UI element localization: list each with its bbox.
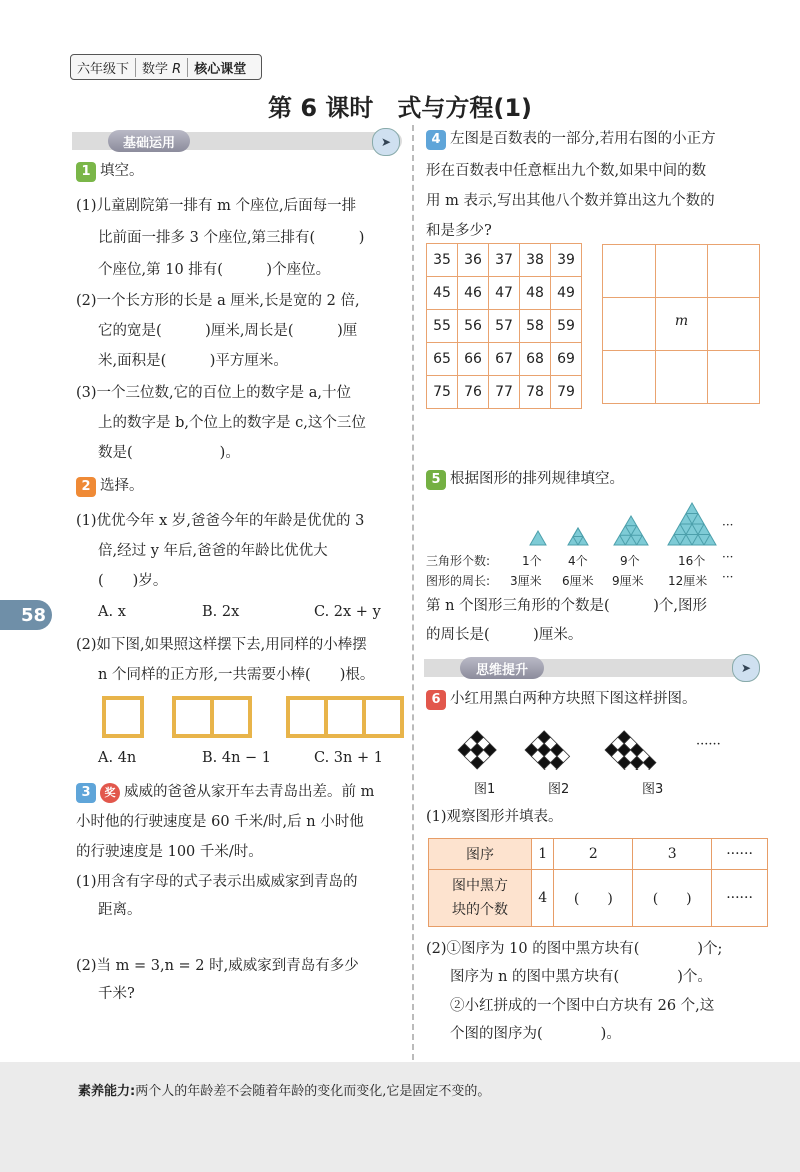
count-1: 1个	[522, 554, 542, 568]
page-number-tab: 58	[0, 600, 52, 630]
q3-line: 距离。	[98, 902, 142, 918]
q4-line: 形在百数表中任意框出九个数,如果中间的数	[426, 163, 707, 179]
stick-square	[210, 696, 252, 738]
table-cell[interactable]: ( )	[633, 870, 712, 927]
count-label: 三角形个数:	[426, 554, 491, 568]
plane-icon: ➤	[732, 654, 760, 682]
stick-square	[324, 696, 366, 738]
table-cell: ······	[712, 839, 768, 870]
choice-c: C. 3n + 1	[314, 750, 383, 766]
triangle-fig-1	[530, 531, 546, 545]
q3-heading: 3 奖 威威的爸爸从家开车去青岛出差。前 m	[76, 783, 374, 803]
grade-label: 六年级下	[71, 58, 136, 77]
page-title: 第 6 课时 式与方程(1)	[267, 94, 533, 122]
count-3: 9个	[620, 554, 640, 568]
triangle-pattern	[500, 495, 740, 550]
stick-square	[102, 696, 144, 738]
q4-line: 和是多少?	[426, 223, 492, 239]
tile-ellipsis: ······	[696, 737, 721, 752]
q3-line: (2)当 m = 3,n = 2 时,威威家到青岛有多少	[76, 958, 359, 974]
q2-heading: 2 选择。	[76, 477, 144, 497]
q2-line: n 个同样的正方形,一共需要小棒( )根。	[98, 667, 375, 683]
choice-b: B. 4n − 1	[202, 750, 272, 766]
q2-line: (1)优优今年 x 岁,爸爸今年的年龄是优优的 3	[76, 513, 365, 529]
count-4: 16个	[678, 554, 706, 568]
triangle-fig-4	[668, 503, 716, 545]
table-cell: 3	[633, 839, 712, 870]
q1-line: 个座位,第 10 排有( )个座位。	[98, 262, 331, 278]
hundred-chart-grid: 35 36 37 38 39 45 46 47 48 49 55 56 57 58 59 65 66 67 68 69 75 76 77 78 79	[426, 243, 582, 409]
q4-line: 用 m 表示,写出其他八个数并算出这九个数的	[426, 193, 715, 209]
footer-band	[0, 1062, 800, 1172]
table-cell: 1	[532, 839, 554, 870]
tile-fig-2	[525, 731, 570, 770]
fig-label-2: 图2	[548, 782, 570, 797]
answer-table	[428, 838, 768, 927]
q3-line: 的行驶速度是 100 千米/时。	[76, 844, 263, 860]
q5-line: 第 n 个图形三角形的个数是( )个,图形	[426, 598, 707, 614]
table-cell: ······	[712, 870, 768, 927]
perimeter-label: 图形的周长:	[426, 574, 491, 588]
column-divider	[412, 125, 414, 1060]
q5-heading: 5 根据图形的排列规律填空。	[426, 470, 624, 490]
triangle-fig-2	[568, 528, 588, 545]
triangle-fig-3	[614, 516, 648, 545]
q1-line: 比前面一排多 3 个座位,第三排有( )	[98, 230, 365, 246]
q1-line: 数是( )。	[98, 445, 240, 461]
q6-line: 个图的图序为( )。	[450, 1026, 621, 1042]
tile-fig-3	[605, 731, 656, 770]
footer-note: 素养能力:两个人的年龄差不会随着年龄的变化而变化,它是固定不变的。	[78, 1084, 491, 1099]
perimeter-ellipsis: ···	[722, 570, 734, 584]
q1-line: (1)儿童剧院第一排有 m 个座位,后面每一排	[76, 198, 357, 214]
stick-square	[362, 696, 404, 738]
q1-line: (3)一个三位数,它的百位上的数字是 a,十位	[76, 385, 352, 401]
choice-a: A. x	[98, 604, 126, 620]
series-label: 核心课堂	[194, 61, 247, 77]
subject-label: 数学 R	[136, 58, 188, 77]
stick-square	[286, 696, 328, 738]
choice-c: C. 2x + y	[314, 604, 381, 620]
q2-line: ( )岁。	[98, 573, 168, 589]
perimeter-4: 12厘米	[668, 574, 708, 588]
stick-square	[172, 696, 214, 738]
tile-fig-1	[458, 731, 496, 769]
q5-line: 的周长是( )厘米。	[426, 627, 583, 643]
fig-label-3: 图3	[642, 782, 664, 797]
q6-line: 图序为 n 的图中黑方块有( )个。	[450, 969, 712, 985]
q6-heading: 6 小红用黑白两种方块照下图这样拼图。	[426, 690, 697, 710]
q1-heading: 1 填空。	[76, 162, 144, 182]
section-title-basic: 基础运用	[108, 130, 190, 152]
count-2: 4个	[568, 554, 588, 568]
q3-line: 千米?	[98, 986, 135, 1002]
section-title-advanced: 思维提升	[460, 657, 544, 679]
q2-line: (2)如下图,如果照这样摆下去,用同样的小棒摆	[76, 637, 367, 653]
q2-line: 倍,经过 y 年后,爸爸的年龄比优优大	[98, 543, 328, 559]
book-header-tag	[70, 54, 262, 80]
pattern-ellipsis: ···	[722, 518, 734, 532]
q1-line: 它的宽是( )厘米,周长是( )厘	[98, 323, 358, 339]
q3-line: (1)用含有字母的式子表示出威威家到青岛的	[76, 874, 358, 890]
center-label: m	[674, 313, 689, 329]
award-badge-icon: 奖	[100, 783, 120, 803]
table-cell: 2	[554, 839, 633, 870]
plane-icon: ➤	[372, 128, 400, 156]
perimeter-2: 6厘米	[562, 574, 594, 588]
q6-line: ②小红拼成的一个图中白方块有 26 个,这	[450, 998, 715, 1014]
perimeter-1: 3厘米	[510, 574, 542, 588]
q1-line: 米,面积是( )平方厘米。	[98, 353, 288, 369]
table-header: 图中黑方 块的个数	[429, 870, 532, 927]
q3-line: 小时他的行驶速度是 60 千米/时,后 n 小时他	[76, 814, 364, 830]
count-ellipsis: ···	[722, 550, 734, 564]
q6-line: (2)①图序为 10 的图中黑方块有( )个;	[426, 941, 723, 957]
choice-a: A. 4n	[98, 750, 137, 766]
q6-line: (1)观察图形并填表。	[426, 809, 563, 825]
table-cell[interactable]: ( )	[554, 870, 633, 927]
table-header: 图序	[429, 839, 532, 870]
perimeter-3: 9厘米	[612, 574, 644, 588]
choice-b: B. 2x	[202, 604, 240, 620]
q4-heading: 4 左图是百数表的一部分,若用右图的小正方	[426, 130, 716, 150]
fig-label-1: 图1	[474, 782, 496, 797]
table-cell: 4	[532, 870, 554, 927]
q1-line: 上的数字是 b,个位上的数字是 c,这个三位	[98, 415, 366, 431]
q1-line: (2)一个长方形的长是 a 厘米,长是宽的 2 倍,	[76, 293, 360, 309]
